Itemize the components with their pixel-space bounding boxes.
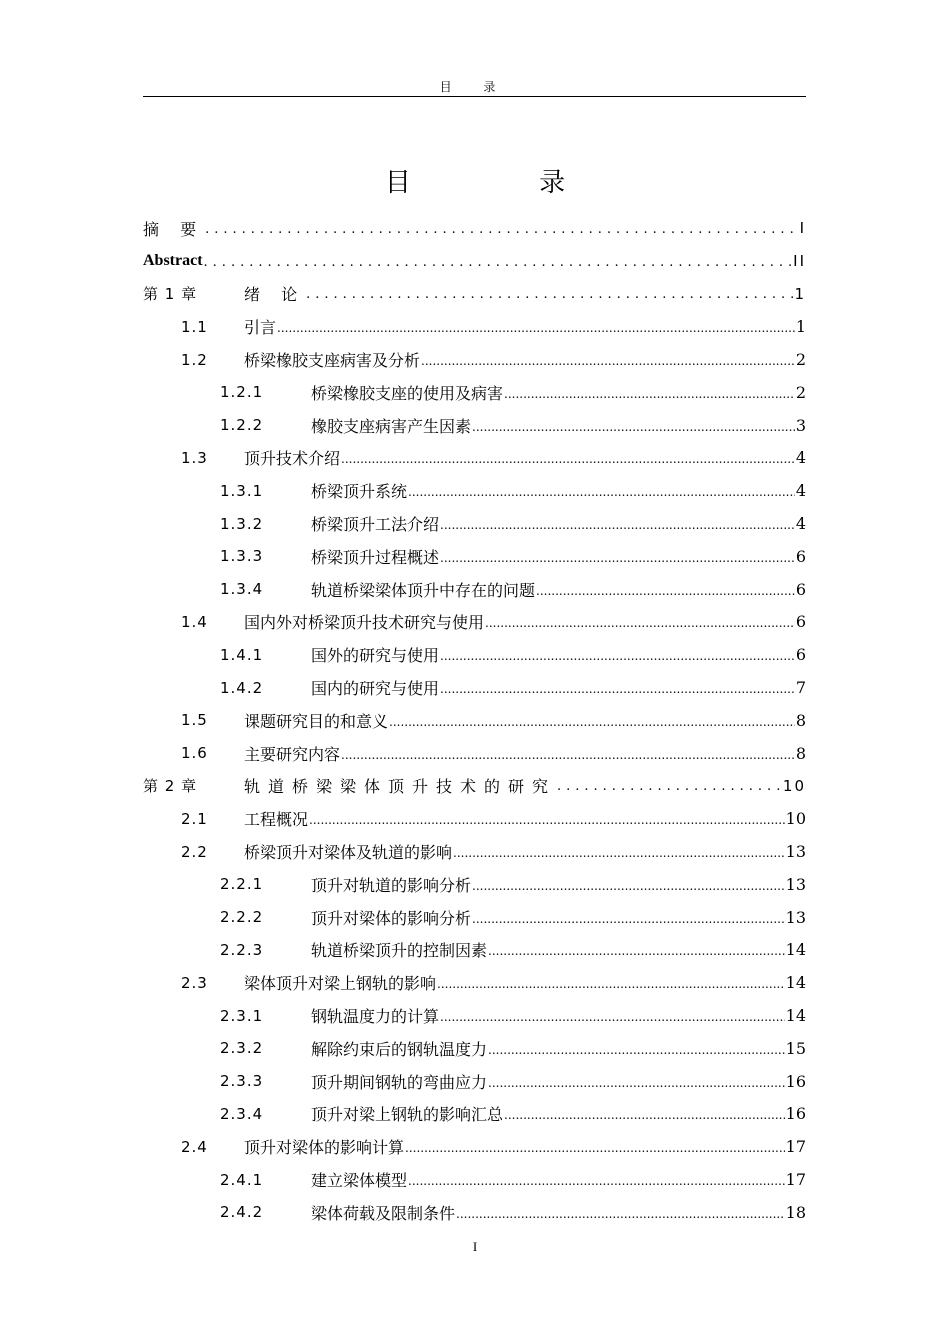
toc-entry-page: 14 xyxy=(785,940,806,960)
toc-dot-leader xyxy=(341,452,795,474)
toc-entry-page: 14 xyxy=(785,1006,806,1026)
toc-entry[interactable] xyxy=(143,704,806,737)
toc-entry-number: 2.2.3 xyxy=(220,940,264,959)
toc-dot-leader xyxy=(437,977,785,999)
toc-entry[interactable] xyxy=(143,737,806,770)
toc-entry-number: 1.3.3 xyxy=(220,547,264,566)
toc-entry-page: 6 xyxy=(795,645,806,665)
toc-entry-number: 1.4.1 xyxy=(220,645,264,664)
toc-entry-page: 16 xyxy=(785,1104,806,1124)
toc-dot-leader xyxy=(306,287,793,310)
toc-entry[interactable] xyxy=(143,1163,806,1196)
toc-entry-page: 1 xyxy=(794,284,806,303)
toc-entry[interactable] xyxy=(143,802,806,835)
toc-entry-title: 桥梁橡胶支座病害及分析 xyxy=(244,351,421,371)
toc-entry-number: 2.3.3 xyxy=(220,1072,264,1091)
toc-entry[interactable] xyxy=(143,966,806,999)
toc-entry-page: 2 xyxy=(795,382,806,402)
toc-entry-page: 17 xyxy=(785,1137,806,1157)
toc-entry-page: 3 xyxy=(795,415,806,435)
toc-entry-number: 1.5 xyxy=(181,711,208,730)
toc-dot-leader xyxy=(421,354,795,376)
toc-entry-page: 8 xyxy=(795,743,806,763)
toc-entry-title: 梁体顶升对梁上钢轨的影响 xyxy=(244,974,437,994)
toc-entry[interactable] xyxy=(143,343,806,376)
toc-dot-leader xyxy=(485,616,795,638)
toc-entry-page: 15 xyxy=(785,1038,806,1058)
toc-dot-leader xyxy=(557,779,782,802)
toc-entry[interactable] xyxy=(143,442,806,475)
toc-entry-number: 1.3.4 xyxy=(220,580,264,599)
toc-entry[interactable] xyxy=(143,770,806,803)
toc-entry-number: 2.4.2 xyxy=(220,1203,264,1222)
toc-entry[interactable] xyxy=(143,376,806,409)
toc-dot-leader xyxy=(408,1174,785,1196)
toc-entry-number: 1.3.1 xyxy=(220,481,264,500)
toc-entry-title: 建立梁体模型 xyxy=(311,1171,408,1190)
toc-entry-number: 第 1 章 xyxy=(143,285,198,304)
toc-entry-number: 1.3 xyxy=(181,448,208,467)
toc-entry-number: 2.3.1 xyxy=(220,1006,264,1025)
toc-dot-leader xyxy=(389,715,795,737)
toc-entry-number: 2.3.4 xyxy=(220,1104,264,1123)
toc-entry-page: 14 xyxy=(785,973,806,993)
toc-entry[interactable] xyxy=(143,671,806,704)
toc-entry-number: 2.1 xyxy=(181,809,208,828)
toc-entry-number: 2.2.1 xyxy=(220,875,264,894)
toc-entry[interactable] xyxy=(143,474,806,507)
toc-entry[interactable] xyxy=(143,409,806,442)
toc-dot-leader xyxy=(472,879,785,901)
toc-entry-title: Abstract xyxy=(143,252,203,270)
toc-entry[interactable] xyxy=(143,1196,806,1229)
toc-dot-leader xyxy=(472,420,795,442)
toc-dot-leader xyxy=(488,944,785,966)
toc-entry-page: 13 xyxy=(785,842,806,862)
toc-dot-leader xyxy=(504,1108,785,1130)
toc-entry-title: 顶升对梁体的影响分析 xyxy=(311,908,472,928)
toc-entry-page: 6 xyxy=(795,546,806,566)
toc-dot-leader xyxy=(488,1076,785,1098)
toc-entry-title: 引言 xyxy=(244,318,277,338)
running-header: 目 录 xyxy=(439,80,510,94)
toc-entry-title: 顶升对梁上钢轨的影响汇总 xyxy=(311,1105,504,1125)
toc-dot-leader xyxy=(408,485,795,507)
toc-entry-number: 1.2.1 xyxy=(220,383,264,402)
toc-entry-title: 国外的研究与使用 xyxy=(311,646,440,666)
toc-entry-number: 2.3.2 xyxy=(220,1039,264,1058)
toc-entry-title: 桥梁顶升对梁体及轨道的影响 xyxy=(244,843,453,863)
toc-entry-number: 第 2 章 xyxy=(143,777,198,796)
toc-entry[interactable] xyxy=(143,245,806,278)
toc-dot-leader xyxy=(440,518,795,540)
toc-entry[interactable] xyxy=(143,835,806,868)
toc-entry-page: 13 xyxy=(785,874,806,894)
toc-entry-title: 摘 要 xyxy=(143,219,205,239)
toc-entry-number: 2.3 xyxy=(181,973,208,992)
toc-entry-title: 国内外对桥梁顶升技术研究与使用 xyxy=(244,613,485,633)
page-title: 目 录 xyxy=(384,168,626,198)
toc-entry[interactable] xyxy=(143,310,806,343)
toc-entry[interactable] xyxy=(143,901,806,934)
toc-dot-leader xyxy=(536,584,795,606)
toc-entry-title: 梁体荷载及限制条件 xyxy=(311,1203,456,1223)
toc-entry-title: 钢轨温度力的计算 xyxy=(311,1007,440,1027)
toc-entry[interactable] xyxy=(143,212,806,245)
toc-dot-leader xyxy=(440,682,795,704)
toc-entry-page: 8 xyxy=(795,710,806,730)
toc-entry-page: 17 xyxy=(785,1170,806,1189)
toc-entry-title: 轨道桥梁梁体顶升中存在的问题 xyxy=(311,580,536,600)
toc-dot-leader xyxy=(204,255,793,278)
toc-dot-leader xyxy=(440,649,795,671)
toc-entry-number: 2.4 xyxy=(181,1137,208,1156)
toc-entry-number: 1.2 xyxy=(181,350,208,369)
toc-entry[interactable] xyxy=(143,540,806,573)
toc-entry-title: 顶升技术介绍 xyxy=(244,449,341,469)
toc-entry-page: 7 xyxy=(795,678,806,698)
toc-entry-title: 顶升对轨道的影响分析 xyxy=(311,875,472,895)
toc-entry-number: 2.2.2 xyxy=(220,908,264,927)
toc-entry-title: 桥梁橡胶支座的使用及病害 xyxy=(311,383,504,403)
toc-entry[interactable] xyxy=(143,573,806,606)
toc-entry-page: 10 xyxy=(785,809,806,829)
toc-entry[interactable] xyxy=(143,278,806,311)
toc-entry-title: 顶升对梁体的影响计算 xyxy=(244,1138,405,1158)
toc-entry-title: 解除约束后的钢轨温度力 xyxy=(311,1039,488,1059)
toc-dot-leader xyxy=(440,551,795,573)
toc-entry-title: 绪 论 xyxy=(244,285,306,305)
toc-entry-page: 10 xyxy=(782,776,806,795)
toc-entry-title: 轨道桥梁梁体顶升技术的研究 xyxy=(244,777,557,797)
toc-dot-leader xyxy=(504,387,795,409)
toc-dot-leader xyxy=(488,1043,785,1065)
toc-entry[interactable] xyxy=(143,1130,806,1163)
toc-entry-title: 顶升期间钢轨的弯曲应力 xyxy=(311,1072,488,1092)
toc-entry[interactable] xyxy=(143,934,806,967)
toc-entry-number: 1.4.2 xyxy=(220,678,264,697)
toc-entry-page: 16 xyxy=(785,1071,806,1091)
toc-entry[interactable] xyxy=(143,999,806,1032)
toc-entry-title: 桥梁顶升工法介绍 xyxy=(311,515,440,535)
toc-entry[interactable] xyxy=(143,507,806,540)
toc-entry-page: 4 xyxy=(795,514,806,534)
toc-entry-title: 国内的研究与使用 xyxy=(311,679,440,699)
toc-dot-leader xyxy=(309,813,785,835)
toc-entry-number: 1.3.2 xyxy=(220,514,264,533)
toc-dot-leader xyxy=(405,1141,785,1163)
toc-entry[interactable] xyxy=(143,1065,806,1098)
toc-dot-leader xyxy=(456,1207,785,1229)
toc-entry-page: 6 xyxy=(795,612,806,632)
page-number: I xyxy=(472,1239,478,1254)
toc-entry-page: 4 xyxy=(795,448,806,468)
toc-entry[interactable] xyxy=(143,1098,806,1131)
toc-entry-title: 桥梁顶升过程概述 xyxy=(311,547,440,567)
toc-entry-number: 2.2 xyxy=(181,842,208,861)
toc-dot-leader xyxy=(205,222,798,245)
toc-dot-leader xyxy=(440,1010,785,1032)
toc-entry-number: 2.4.1 xyxy=(220,1170,264,1189)
table-of-contents xyxy=(143,212,806,1229)
toc-entry-title: 桥梁顶升系统 xyxy=(311,482,408,502)
toc-entry-title: 课题研究目的和意义 xyxy=(244,711,389,731)
toc-entry-title: 橡胶支座病害产生因素 xyxy=(311,416,472,436)
toc-dot-leader xyxy=(341,748,795,770)
toc-entry-title: 工程概况 xyxy=(244,810,309,830)
header-rule xyxy=(143,96,806,97)
toc-entry-page: 18 xyxy=(785,1202,806,1222)
toc-dot-leader xyxy=(472,912,785,934)
toc-entry[interactable] xyxy=(143,638,806,671)
toc-entry-page: 13 xyxy=(785,907,806,927)
toc-entry-number: 1.4 xyxy=(181,612,208,631)
toc-entry[interactable] xyxy=(143,1032,806,1065)
toc-entry[interactable] xyxy=(143,606,806,639)
toc-entry-number: 1.2.2 xyxy=(220,416,264,435)
toc-entry-page: 6 xyxy=(795,579,806,599)
toc-entry-page: 2 xyxy=(795,350,806,370)
toc-dot-leader xyxy=(453,846,785,868)
toc-entry-title: 轨道桥梁顶升的控制因素 xyxy=(311,941,488,961)
toc-entry-title: 主要研究内容 xyxy=(244,744,341,764)
toc-entry-number: 1.1 xyxy=(181,317,208,336)
toc-entry-page: 1 xyxy=(795,317,806,337)
toc-entry-page: II xyxy=(793,252,806,271)
toc-entry-page: 4 xyxy=(795,481,806,501)
toc-entry-number: 1.6 xyxy=(181,744,208,763)
toc-entry-page: I xyxy=(799,219,806,238)
toc-entry[interactable] xyxy=(143,868,806,901)
toc-dot-leader xyxy=(277,321,795,343)
